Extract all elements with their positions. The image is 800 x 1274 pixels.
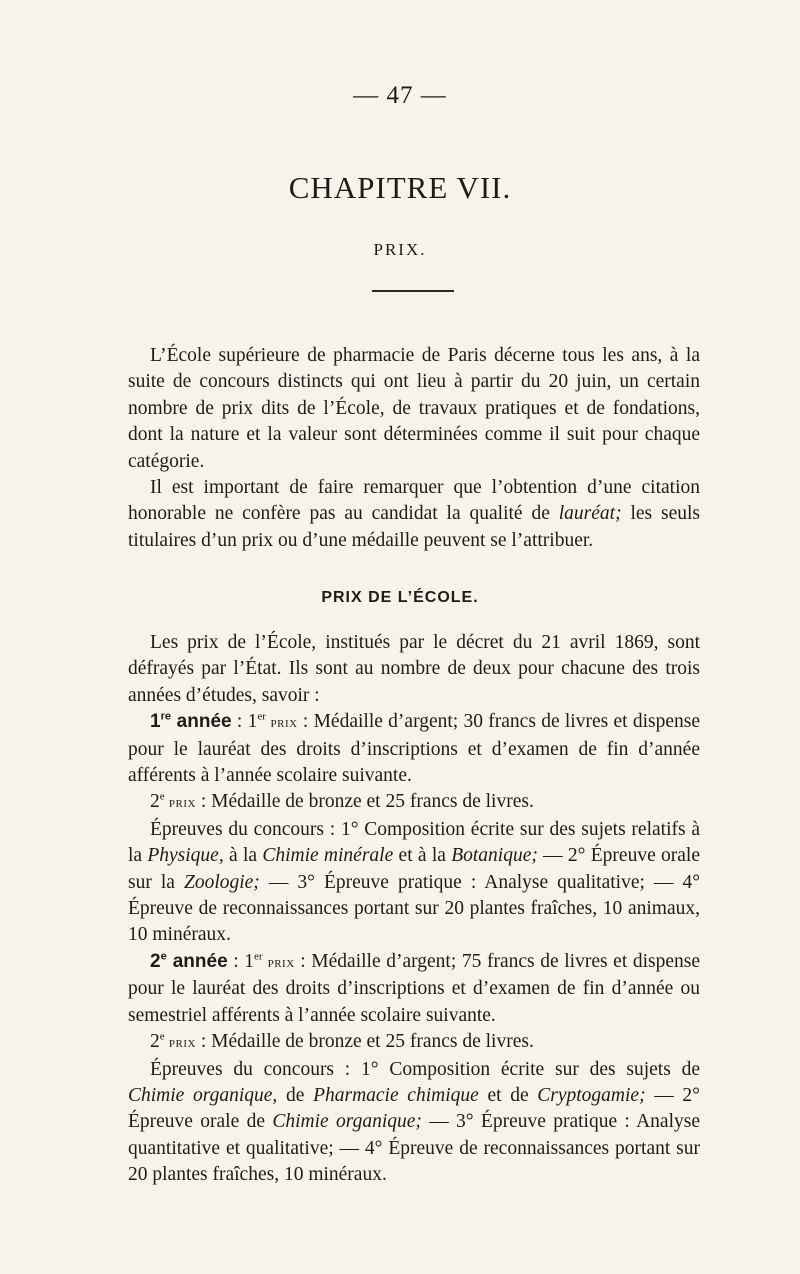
year2-prize1: 2e année : 1er prix : Médaille d’argent; 75 francs de livres et dispense pour le lauréat des droits d’inscriptions et d’examen de fin d’année ou semestriel afférents à l’année scolaire suivante. [128,950,701,1026]
laureat-emphasis: lauréat; [558,503,622,525]
chapter-title: CHAPITRE VII. [288,170,512,205]
year1-label: 1re année [150,710,232,733]
intro-paragraph-1: L’École supérieure de pharmacie de Paris décerne tous les ans, à la suite de concours distincts qui ont lieu à partir du 20 juin, un certain nombre de prix dits de l’École, de travaux pratiques et de fondations, dont la nature et la valeur sont déterminées comme il suit pour chaque catégorie. [128,345,700,472]
year1-epreuves: Épreuves du concours : 1° Composition écrite sur des sujets relatifs à la Physique, à la Chimie minérale et à la Botanique; — 2° Épreuve orale sur la Zoologie; — 3° Épreuve pratique : Analyse qualitative; — 4° Épreuve de reconnaissances portant sur 20 plantes fraîches, 10 animaux, 10 minéraux. [128,818,700,946]
section-title: PRIX DE L’ÉCOLE. [321,589,479,606]
page-number: — 47 — [353,82,447,109]
chapter-subtitle: PRIX. [373,240,427,259]
prix-ecole-text [128,630,700,1189]
intro-p2-end: les seuls titulaires d’un prix ou d’une médaille peuvent se l’attribuer. [128,503,700,551]
intro-text [128,343,700,554]
section-divider [372,290,454,292]
year2-label: 2e année [150,950,228,972]
section-paragraph-1: Les prix de l’École, institués par le décret du 21 avril 1869, sont défrayés par l’État. Ils sont au nombre de deux pour chacune des trois années d’études, savoir : [128,632,700,706]
year1-prize1: 1re année : 1er prix : Médaille d’argent; 30 francs de livres et dispense pour le lauréat des droits d’inscriptions et d’examen de fin d’année afférents à l’année scolaire suivante. [128,710,700,787]
year1-prize2: 2e prix : Médaille de bronze et 25 francs de livres. [150,790,534,813]
intro-paragraph-2 [128,475,700,554]
year2-prize2: 2e prix : Médaille de bronze et 25 francs de livres. [150,1030,534,1053]
intro-p2-text: Il est important de faire remarquer que l’obtention d’une citation honorable ne confère pas au candidat la qualité de [128,477,700,525]
year2-epreuves: Épreuves du concours : 1° Composition écrite sur des sujets de Chimie organique, de Pharmacie chimique et de Cryptogamie; — 2° Épreuve orale de Chimie organique; — 3° Épreuve pratique : Analyse quantitative et qualitative; — 4° Épreuve de reconnaissances portant sur 20 plantes fraîches, 10 minéraux. [128,1058,700,1186]
